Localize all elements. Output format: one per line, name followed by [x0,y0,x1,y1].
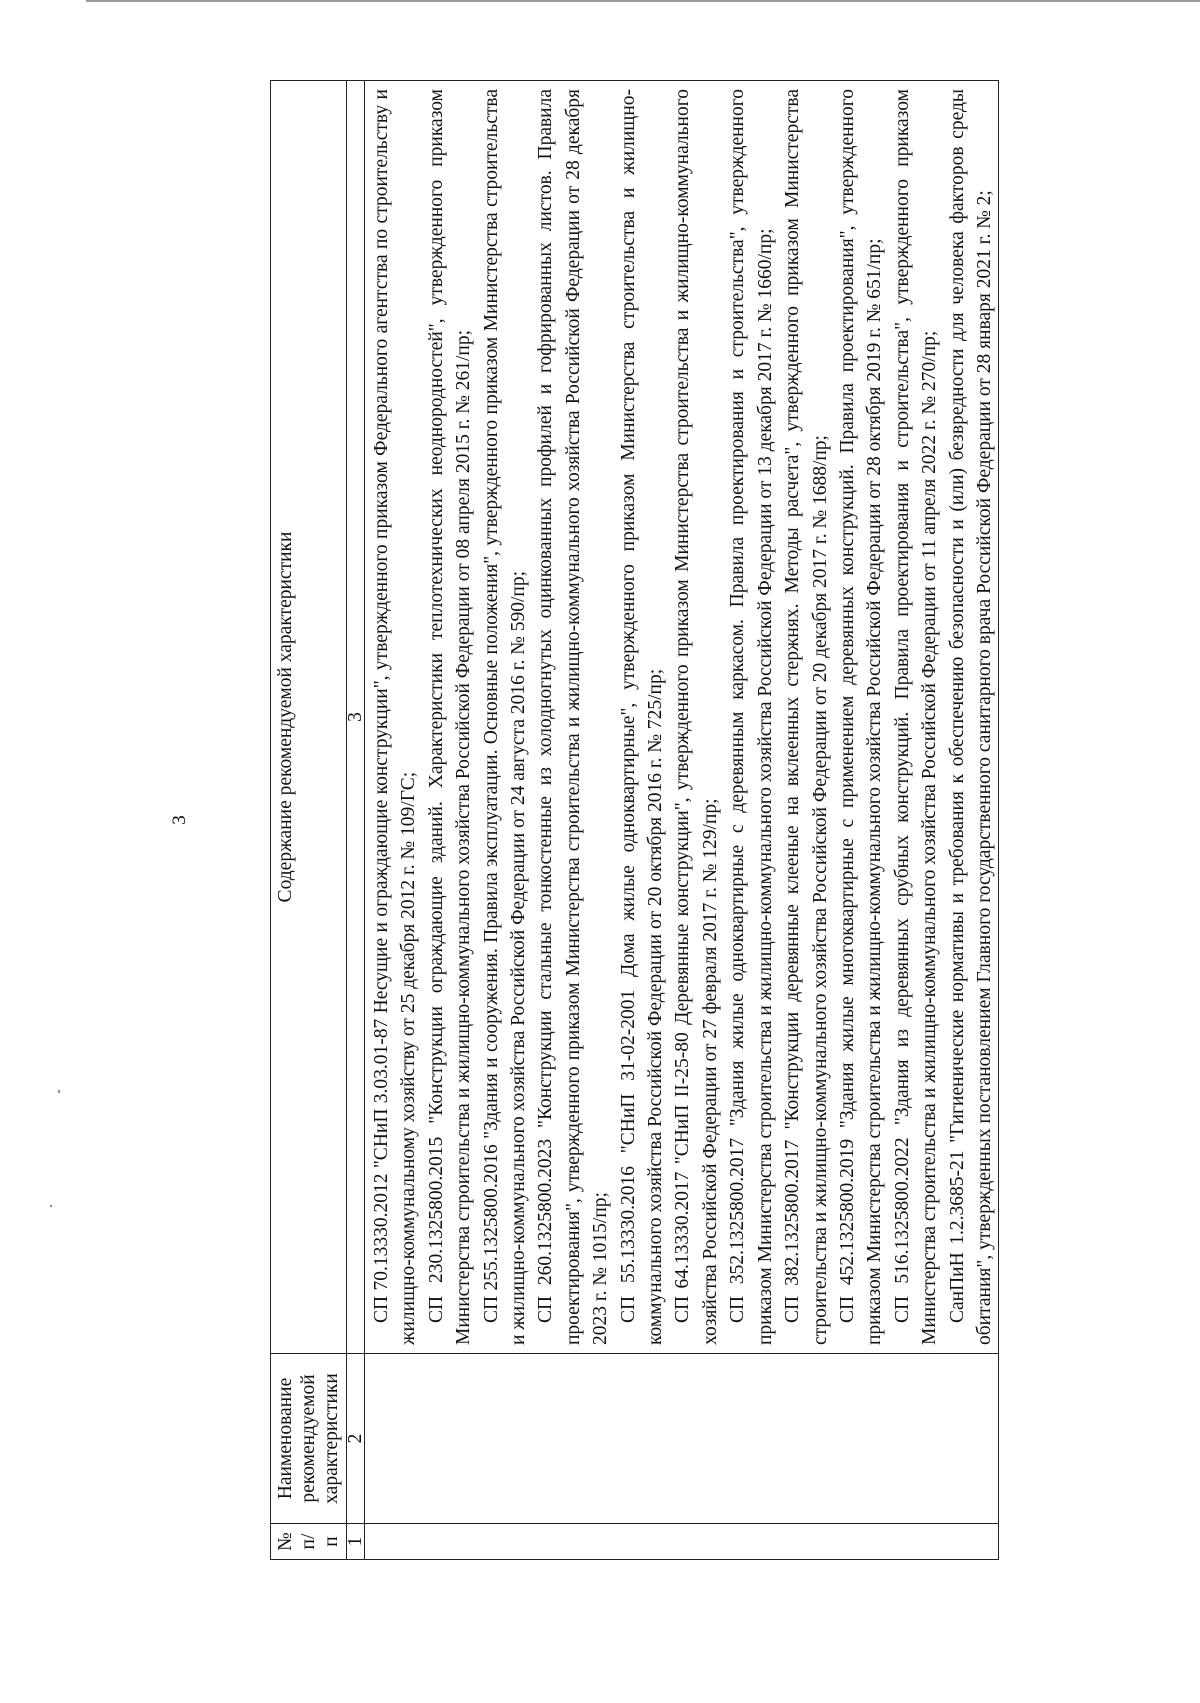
standard-entry: СП 352.1325800.2017 "Здания жилые одноквартирные с деревянным каркасом. Правила проектирования и строительства", утвержденного приказом Министерства строительства и жилищно-коммунального хозяйства Российской Федерации от 13 декабря 2017 г. № 1660/пр; [727,89,776,1345]
header-number: № п/п [271,1524,347,1560]
standard-entry: СП 70.13330.2012 "СНиП 3.03.01-87 Несущие и ограждающие конструкции", утвержденного приказом Федерального агентства по строительству и жилищно-коммунальному хозяйству от 25 декабря 2012 г. № 109/ГС; [371,89,420,1345]
header-characteristic-name: Наименование рекомендуемой характеристики [271,1354,347,1524]
scan-edge-line [86,0,1200,2]
scan-speck [50,1205,52,1207]
row-content-cell [365,81,999,1354]
standard-entry: СП 516.1325800.2022 "Здания из деревянных срубных конструкций. Правила проектирования и строительства", утвержденного приказом Министерства строительства и жилищно-коммунального хозяйства Российской Федерации от 11 апреля 2022 г. № 270/пр; [891,89,941,1345]
row-number-cell [365,1524,999,1560]
column-number-3: 3 [347,81,365,1354]
scan-speck [58,1090,60,1093]
table-row [365,81,999,1560]
standard-entry: СП 230.1325800.2015 "Конструкции ограждающие зданий. Характеристики теплотехнических неоднородностей", утвержденного приказом Министерства строительства и жилищно-коммунального хозяйства Российской Федерации от 08 апреля 2015 г. № 261/пр; [425,89,475,1345]
standard-entry: СП 452.1325800.2019 "Здания жилые многоквартирные с применением деревянных конструкций. Правила проектирования", утвержденного приказом Министерства строительства и жилищно-коммунального хозяйства Российской Федерации от 28 октября 2019 г. № 651/пр; [836,89,886,1345]
rotated-document-page [170,80,1100,1560]
standard-entry: СП 255.1325800.2016 "Здания и сооружения. Правила эксплуатации. Основные положения", утвержденного приказом Министерства строительства и жилищно-коммунального хозяйства Российской Федерации от 24 августа 2016 г. № 590/пр; [480,89,530,1345]
header-characteristic-content: Содержание рекомендуемой характеристики [271,81,347,1354]
standard-entry: СП 64.13330.2017 "СНиП II-25-80 Деревянные конструкции", утвержденного приказом Министерства строительства и жилищно-коммунального хозяйства Российской Федерации от 27 февраля 2017 г. № 129/пр; [672,89,721,1345]
column-number-2: 2 [347,1354,365,1524]
standard-entry: СП 382.1325800.2017 "Конструкции деревянные клееные на вклеенных стержнях. Методы расчета", утвержденного приказом Министерства строительства и жилищно-коммунального хозяйства Российской Федерации от 20 декабря 2017 г. № 1688/пр; [782,89,831,1345]
row-name-cell [365,1354,999,1524]
page-number: 3 [169,815,190,825]
standard-entry: СП 260.1325800.2023 "Конструкции стальные тонкостенные из холодногнутых оцинкованных профилей и гофрированных листов. Правила проектирования", утвержденного приказом Министерства строительства и жилищно-коммунального хозяйства Российской Федерации от 28 декабря 2023 г. № 1015/пр; [535,89,612,1345]
standard-entry: СанПиН 1.2.3685-21 "Гигиенические нормативы и требования к обеспечению безопасности и (или) безвредности для человека факторов среды обитания", утвержденных постановлением Главного государственного санитарного врача Российской Федерации от 28 января 2021 г. № 2; [946,89,995,1345]
characteristics-table [270,80,999,1560]
column-number-1: 1 [347,1524,365,1560]
standard-entry: СП 55.13330.2016 "СНиП 31-02-2001 Дома жилые одноквартирные", утвержденного приказом Министерства строительства и жилищно-коммунального хозяйства Российской Федерации от 20 октября 2016 г. № 725/пр; [617,89,667,1345]
